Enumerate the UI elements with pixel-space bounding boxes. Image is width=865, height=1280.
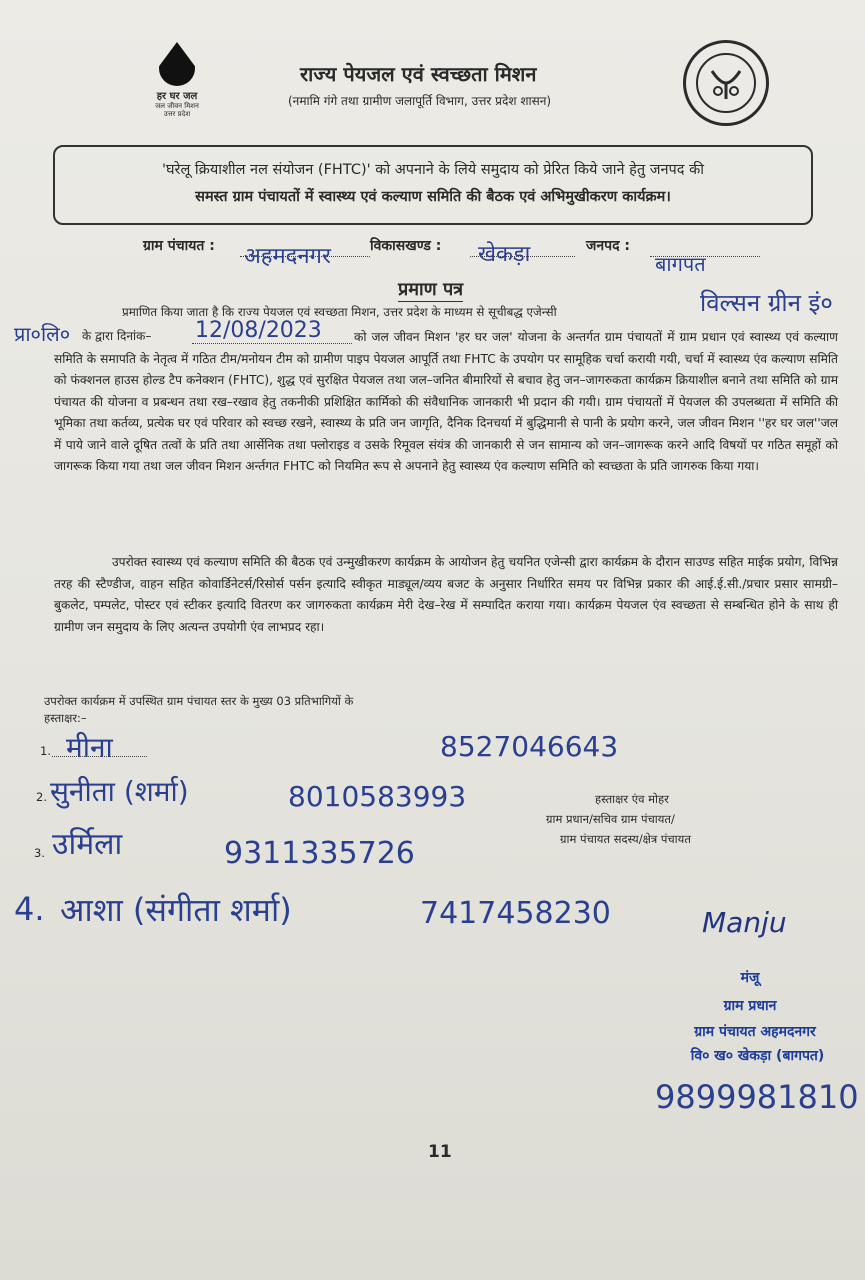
logo-subtext: जल जीवन मिशन xyxy=(155,102,199,110)
participants-intro-2: हस्ताक्षर:– xyxy=(44,711,87,725)
stamp-name: मंजू xyxy=(740,970,760,986)
vikaskhand-value: खेकड़ा xyxy=(478,242,531,267)
stamp-phone: 9899981810 xyxy=(655,1078,859,1116)
pradhan-signature: Manju xyxy=(702,906,787,939)
participant-2-name: सुनीता (शर्मा) xyxy=(50,775,189,808)
participant-1-name: मीना xyxy=(66,731,113,764)
certificate-paragraph-2: उपरोक्त स्वास्थ्य एवं कल्याण समिति की बैठक एवं उन्मुखीकरण कार्यक्रम के आयोजन हेतु चयनित एजेन्सी द्वारा कार्यक्रम के दौरान साउण्ड सहित माईक प्रयोग, विभिन्न तरह की स्टैण्डीज, वाहन सहित कोवार्डिनेटर्स/रिसोर्स पर्सन इत्यादि स्वीकृत माड्यूल/व्यय बजट के अनुसार निर्धारित समय पर विभिन्न प्रकार की आई.ई.सी./प्रचार प्रसार सामग्री–बुकलेट, पम्पलेट, पोस्टर एवं स्टीकर इत्यादि वितरण कर जागरुकता कार्यक्रम मेरी देख–रेख में सम्पादित कराया गया। कार्यक्रम पेयजल एंव स्वच्छता से सम्बन्धित होने के साथ ही ग्रामीण जन समुदाय के लिए अत्यन्त उपयोगी एंव लाभप्रद रहा। xyxy=(54,555,838,634)
date-handwritten: 12/08/2023 xyxy=(195,318,322,343)
signatory-line-3: ग्राम पंचायत सदस्य/क्षेत्र पंचायत xyxy=(560,832,691,846)
certificate-intro: प्रमाणित किया जाता है कि राज्य पेयजल एवं स्वच्छता मिशन, उत्तर प्रदेश के माध्यम से सूचीबद्ध एजेन्सी xyxy=(122,305,557,319)
participant-3-phone: 9311335726 xyxy=(224,836,415,871)
signatory-line-1: हस्ताक्षर एंव मोहर xyxy=(595,792,669,806)
gram-panchayat-label: ग्राम पंचायत : xyxy=(143,238,215,254)
participant-3-name: उर्मिला xyxy=(52,827,123,862)
har-ghar-jal-logo xyxy=(132,42,222,118)
gram-panchayat-value: अहमदनगर xyxy=(244,244,331,269)
participant-2-phone: 8010583993 xyxy=(288,780,467,813)
participant-1-number: 1. xyxy=(40,744,51,758)
participant-2-number: 2. xyxy=(36,790,47,804)
stamp-panchayat: ग्राम पंचायत अहमदनगर xyxy=(694,1024,816,1040)
date-prefix: के द्वारा दिनांक– xyxy=(82,329,152,343)
agency-suffix-handwritten: प्रा०लि० xyxy=(14,322,71,346)
participant-1-phone: 8527046643 xyxy=(440,730,619,763)
agency-name-handwritten: विल्सन ग्रीन इं० xyxy=(700,289,833,317)
certificate-heading: प्रमाण पत्र xyxy=(398,279,464,300)
janpad-label: जनपद : xyxy=(586,238,631,254)
program-title-line-2: समस्त ग्राम पंचायतों में स्वास्थ्य एवं कल्याण समिति की बैठक एवं अभिमुखीकरण कार्यक्रम। xyxy=(195,189,671,205)
program-title-box xyxy=(53,145,813,225)
logo-text: हर घर जल xyxy=(156,91,198,102)
seal-emblem-icon xyxy=(696,53,756,113)
up-government-seal xyxy=(683,40,769,126)
participant-3-number: 3. xyxy=(34,846,45,860)
signatory-line-2: ग्राम प्रधान/सचिव ग्राम पंचायत/ xyxy=(546,812,675,826)
participants-intro: उपरोक्त कार्यक्रम में उपस्थित ग्राम पंचायत स्तर के मुख्य 03 प्रतिभागियों के xyxy=(44,694,354,708)
stamp-block: वि० ख० खेकड़ा (बागपत) xyxy=(690,1048,825,1064)
water-drop-icon xyxy=(159,42,195,86)
program-title-line-1: 'घरेलू क्रियाशील नल संयोजन (FHTC)' को अपनाने के लिये समुदाय को प्रेरित किये जाने हेतु जनपद की xyxy=(162,162,704,178)
certificate-paragraph-1: को जल जीवन मिशन 'हर घर जल' योजना के अन्तर्गत ग्राम पंचायतों में ग्राम प्रधान एवं स्वास्थ्य एवं कल्याण समिति के समापति के नेतृत्व में गठित टीम/मनोयन टीम को ग्रामीण पाइप पेयजल आपूर्ति तथा FHTC के उपयोग पर सामूहिक चर्चा करायी गयी, चर्चा में स्वास्थ्य एंव कल्याण समिति को फंक्शनल हाउस होल्ड टैप कनेक्शन (FHTC), शुद्ध एवं सुरक्षित पेयजल तथा जल–जनित बीमारियों से बचाव हेतु जन–जागरुकता कार्यक्रम क्रियाशील बनाने तथा समिति को ग्राम पंचायत की योजना व प्रबन्धन तथा रख–रखाव हेतु तकनीकी प्रशिक्षित कार्मिको की संवैधानिक जानकारी भी प्रदान की गयी। ग्राम पंचायतों में पेयजल की उपलब्धता में समिति की भूमिका तथा कर्तव्य, प्रत्येक घर एवं परिवार को स्वच्छ रखने, स्वास्थ्य के प्रति जन जागृति, दैनिक दिनचर्या में बुद्धिमानी से पानी के प्रयोग करने, जल जीवन मिशन ''हर घर जल''जल में पाये जाने वाले दूषित तत्वों के प्रति तथा आर्सेनिक तथा फ्लोराइड व उसके रिमूवल संयंत्र की जानकारी से जन सामान्य को जन–जागरूक करने आदि विषयों पर गठित समूहों को जागरूक किया गया तथा जल जीवन मिशन अर्न्तगत FHTC को नियमित रूप से अपनाने हेतु स्वास्थ्य एंव कल्याण समिति को स्वच्छता के प्रति जागरुक किया गया। xyxy=(54,330,838,473)
participant-4-phone: 7417458230 xyxy=(420,896,611,931)
page-number: 11 xyxy=(428,1142,452,1162)
logo-subtext-2: उत्तर प्रदेश xyxy=(163,110,191,118)
participant-4-name: आशा (संगीता शर्मा) xyxy=(60,891,292,929)
participant-4-number: 4. xyxy=(14,890,45,928)
page-subtitle: (नमामि गंगे तथा ग्रामीण जलापूर्ति विभाग, उत्तर प्रदेश शासन) xyxy=(288,94,552,108)
janpad-value: बागपत xyxy=(655,252,706,276)
vikaskhand-label: विकासखण्ड : xyxy=(370,238,442,254)
page-title: राज्य पेयजल एवं स्वच्छता मिशन xyxy=(300,62,537,86)
stamp-post: ग्राम प्रधान xyxy=(723,998,777,1014)
